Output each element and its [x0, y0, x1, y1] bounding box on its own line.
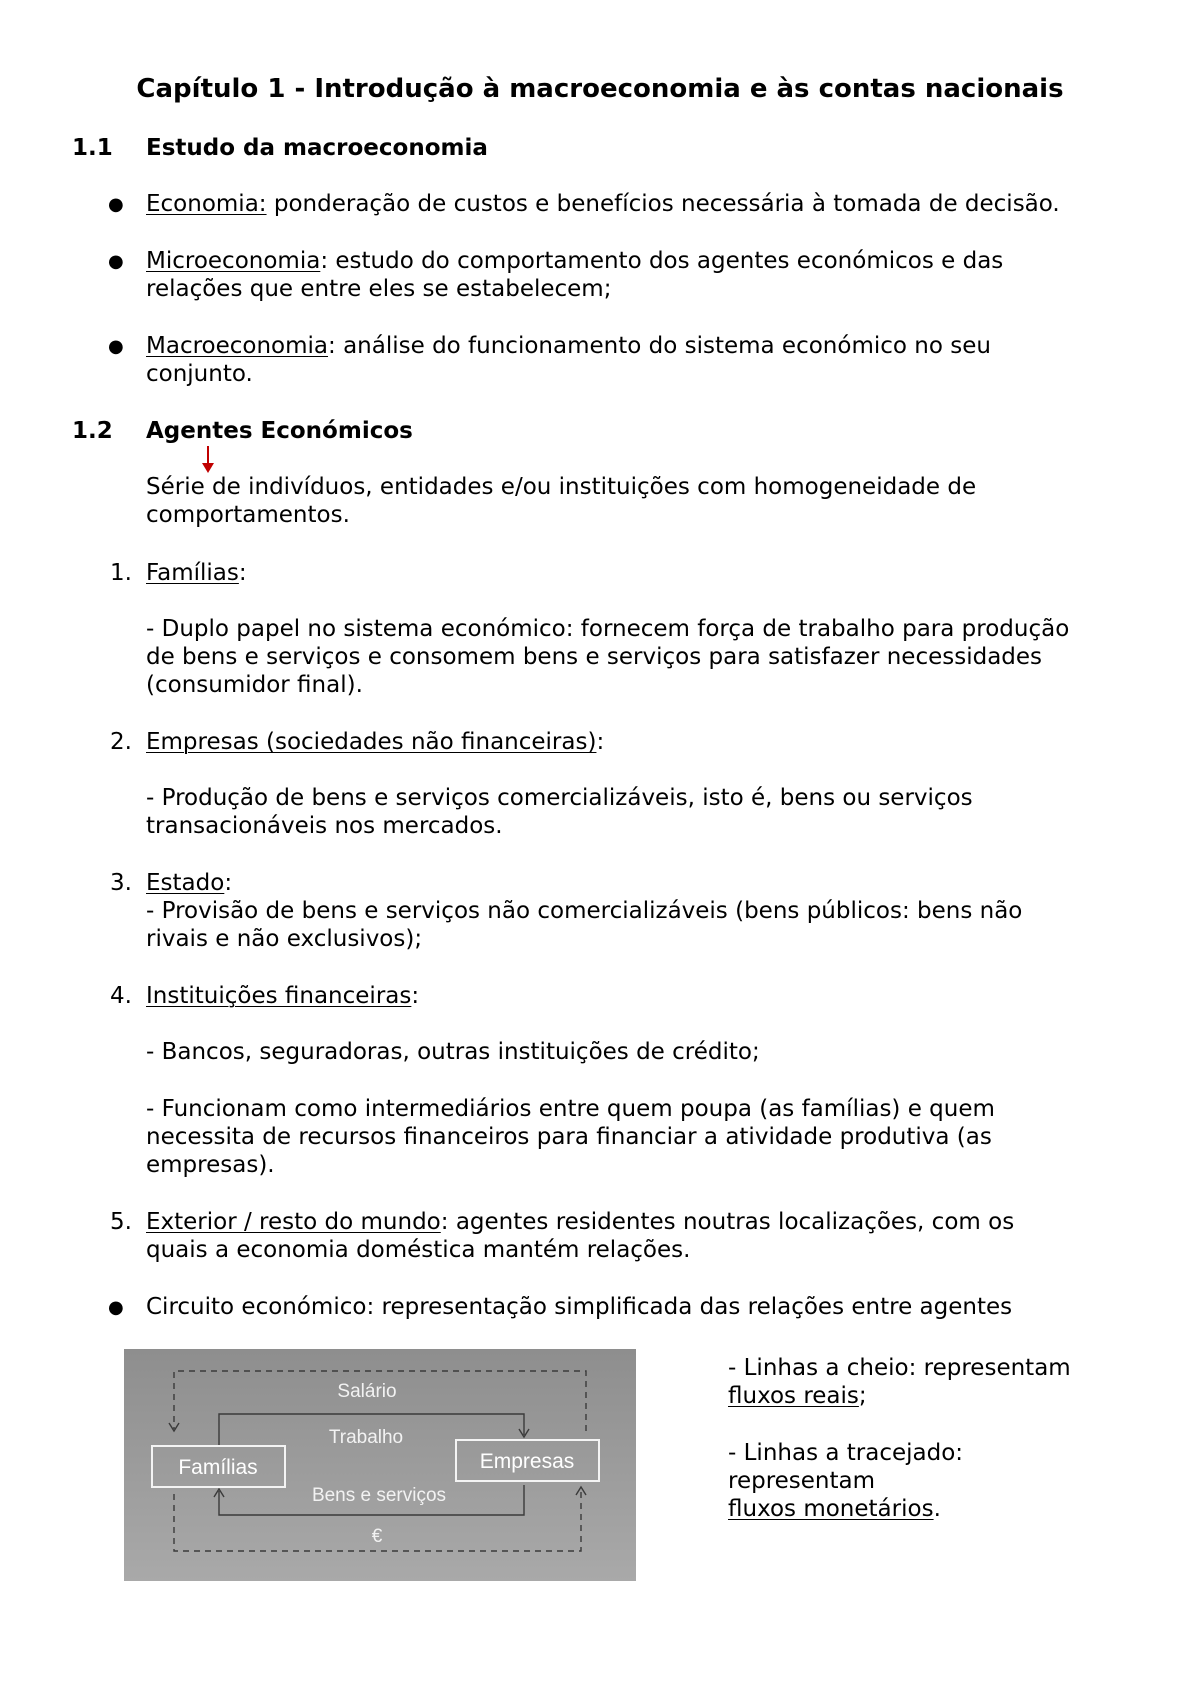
agent-number: 2.	[110, 729, 132, 755]
legend-solid-term: fluxos reais;	[728, 1383, 867, 1409]
agent-desc: - Produção de bens e serviços comercializáveis, isto é, bens ou serviços	[146, 785, 973, 811]
list-item	[146, 248, 1003, 274]
definition-microeconomia: : estudo do comportamento dos agentes económicos e das	[320, 248, 1004, 274]
agent-familias: Famílias:	[146, 560, 247, 586]
familias-label: Famílias	[178, 1456, 258, 1479]
agent-desc: necessita de recursos financeiros para financiar a atividade produtiva (as	[146, 1124, 992, 1150]
legend-dashed: - Linhas a tracejado:	[728, 1440, 964, 1466]
term-economia: Economia:	[146, 191, 267, 217]
agent-name: Empresas (sociedades não financeiras)	[146, 729, 597, 755]
definition-microeconomia-cont: relações que entre eles se estabelecem;	[146, 276, 612, 302]
legend-solid: - Linhas a cheio: representam	[728, 1355, 1071, 1381]
agent-exterior: Exterior / resto do mundo: agentes residentes noutras localizações, com os	[146, 1209, 1015, 1235]
agent-number: 3.	[110, 870, 132, 896]
agent-desc: rivais e não exclusivos);	[146, 926, 423, 952]
agent-estado: Estado:	[146, 870, 233, 896]
definition-macroeconomia: : análise do funcionamento do sistema económico no seu	[328, 333, 991, 359]
section-2-number: 1.2	[72, 418, 113, 444]
legend-dashed-cont: representam	[728, 1468, 876, 1494]
agent-name: Instituições financeiras	[146, 983, 412, 1009]
term-macroeconomia: Macroeconomia	[146, 333, 329, 359]
circuit-bullet: Circuito económico: representação simplificada das relações entre agentes	[146, 1294, 1013, 1320]
agent-number: 4.	[110, 983, 132, 1009]
bullet-icon: ●	[108, 251, 124, 272]
agent-desc: - Funcionam como intermediários entre quem poupa (as famílias) e quem	[146, 1096, 995, 1122]
page-title: Capítulo 1 - Introdução à macroeconomia e às contas nacionais	[136, 74, 1064, 104]
bullet-icon: ●	[108, 336, 124, 357]
term-microeconomia: Microeconomia	[146, 248, 321, 274]
arrow-down-icon	[200, 446, 216, 474]
agent-desc: - Bancos, seguradoras, outras instituições de crédito;	[146, 1039, 760, 1065]
agent-desc: - Provisão de bens e serviços não comercializáveis (bens públicos: bens não	[146, 898, 1023, 924]
circuit-diagram	[124, 1349, 636, 1581]
agent-name: Estado	[146, 870, 225, 896]
agents-intro-cont: comportamentos.	[146, 502, 350, 528]
agents-intro: Série de indivíduos, entidades e/ou instituições com homogeneidade de	[146, 474, 977, 500]
agent-desc: (consumidor final).	[146, 672, 363, 698]
definition-economia: ponderação de custos e benefícios necessária à tomada de decisão.	[266, 191, 1060, 217]
list-item	[146, 191, 1060, 217]
trabalho-label: Trabalho	[328, 1427, 404, 1448]
agent-number: 5.	[110, 1209, 132, 1235]
agent-instituicoes: Instituições financeiras:	[146, 983, 420, 1009]
section-2-heading: Agentes Económicos	[146, 418, 413, 444]
euro-label: €	[371, 1526, 383, 1547]
agent-desc: - Duplo papel no sistema económico: fornecem força de trabalho para produção	[146, 616, 1070, 642]
agent-empresas: Empresas (sociedades não financeiras):	[146, 729, 605, 755]
legend-dashed-term: fluxos monetários.	[728, 1496, 941, 1522]
agent-name: Famílias	[146, 560, 239, 586]
salario-label: Salário	[337, 1381, 397, 1402]
agent-desc: de bens e serviços e consomem bens e serviços para satisfazer necessidades	[146, 644, 1043, 670]
list-item	[146, 333, 991, 359]
section-1-number: 1.1	[72, 135, 113, 161]
agent-name: Exterior / resto do mundo	[146, 1209, 441, 1235]
bullet-icon: ●	[108, 1297, 124, 1318]
agent-desc: quais a economia doméstica mantém relações.	[146, 1237, 691, 1263]
agent-number: 1.	[110, 560, 132, 586]
definition-macroeconomia-cont: conjunto.	[146, 361, 253, 387]
bullet-icon: ●	[108, 194, 124, 215]
agent-desc: empresas).	[146, 1152, 275, 1178]
bens-label: Bens e serviços	[311, 1485, 447, 1506]
agent-desc: transacionáveis nos mercados.	[146, 813, 503, 839]
empresas-label: Empresas	[479, 1450, 575, 1473]
section-1-heading: Estudo da macroeconomia	[146, 135, 488, 161]
